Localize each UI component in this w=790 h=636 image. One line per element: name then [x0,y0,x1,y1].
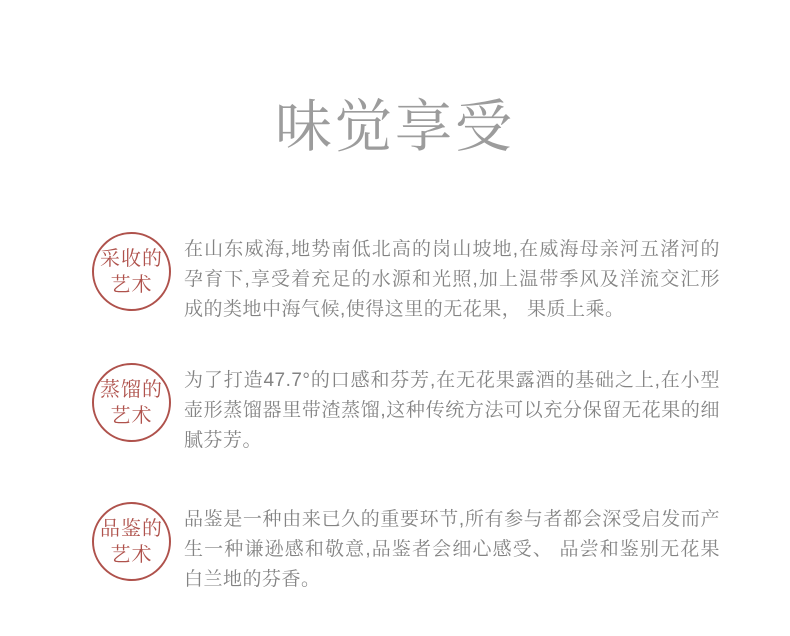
harvesting-badge [92,232,171,311]
badge-label-line1: 品鉴的 [100,517,163,540]
sections-container [0,232,790,595]
section-harvesting [92,232,720,325]
distilling-description: 为了打造47.7°的口感和芬芳,在无花果露酒的基础之上,在小型壶形蒸馏器里带渣蒸馏,这种传统方法可以充分保留无花果的细腻芬芳。 [184,370,720,451]
badge-label-line2: 艺术 [110,404,153,427]
page-title: 味觉享受 [275,94,515,160]
badge-label-line1: 采收的 [100,247,163,270]
section-tasting [92,502,720,595]
tasting-badge [92,502,171,581]
tasting-description: 品鉴是一种由来已久的重要环节,所有参与者都会深受启发而产生一种谦逊感和敬意,品鉴者会细心感受、 品尝和鉴别无花果白兰地的芬香。 [184,509,720,590]
badge-label-line1: 蒸馏的 [100,378,163,401]
badge-label-line2: 艺术 [110,273,153,296]
badge-label-line2: 艺术 [110,543,153,566]
section-distilling [92,363,720,456]
distilling-badge [92,363,171,442]
harvesting-description: 在山东威海,地势南低北高的岗山坡地,在威海母亲河五渚河的孕育下,享受着充足的水源和光照,加上温带季风及洋流交汇形成的类地中海气候,使得这里的无花果， 果质上乘。 [184,239,720,320]
